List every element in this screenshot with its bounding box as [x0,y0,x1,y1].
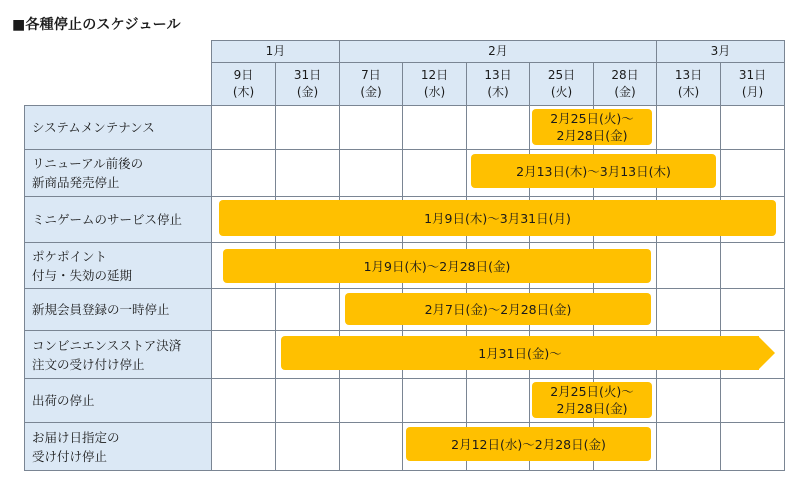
schedule-bar-text: 2月28日(金) [556,128,628,143]
grid-cell [466,105,530,150]
date-weekday: (木) [677,85,700,99]
grid-cell [720,242,785,289]
schedule-bar [281,336,759,370]
page-title: ■各種停止のスケジュール [12,17,181,33]
grid-cell [656,422,721,471]
grid-cell [339,105,403,150]
grid-cell [211,378,276,423]
grid-cell [339,149,403,197]
date-header [720,62,785,106]
grid-cell [656,242,721,289]
grid-cell [339,378,403,423]
row-label-line: 出荷の停止 [32,393,95,408]
grid-cell [275,105,340,150]
grid-cell [720,149,785,197]
arrow-right-icon [759,337,775,369]
date-header [211,62,276,106]
grid-cell [211,288,276,331]
row-label-line: コンビニエンスストア決済 [32,337,182,353]
date-day: 13日 [484,68,512,82]
date-weekday: (金) [296,85,319,99]
row-label-line: 新規会員登録の一時停止 [32,302,170,317]
grid-cell [211,330,276,379]
row-label-line: 受け付け停止 [32,448,108,464]
month-header: 1月 [211,40,340,63]
schedule-bar-text: 2月28日(金) [556,401,628,416]
row-label [24,149,212,197]
row-label [24,242,212,289]
grid-cell [275,149,340,197]
date-day: 7日 [361,68,381,82]
grid-cell [275,288,340,331]
month-header: 3月 [656,40,785,63]
row-label [24,330,212,379]
month-header: 2月 [339,40,657,63]
date-header [529,62,594,106]
row-label-line: リニューアル前後の [32,156,144,171]
schedule-bar-text: 2月25日(火)～ [550,111,634,126]
date-weekday: (月) [741,85,764,99]
grid-cell [402,149,467,197]
date-header [402,62,467,106]
schedule-bar-text: 2月25日(火)～ [550,384,634,399]
schedule-bar [532,109,652,145]
grid-cell [211,149,276,197]
date-day: 31日 [293,68,322,82]
date-header [656,62,721,106]
schedule-bar-text: 2月12日(水)～2月28日(金) [451,436,606,452]
row-label-line: システムメンテナンス [32,120,155,135]
date-day: 13日 [674,68,703,82]
grid-cell [720,422,785,471]
date-day: 12日 [420,68,449,82]
schedule-bar-text: 2月13日(木)～3月13日(木) [516,163,671,179]
date-weekday: (金) [360,85,382,99]
row-label-line: 注文の受け付け停止 [32,356,145,372]
date-header [275,62,340,106]
schedule-bar [219,200,776,236]
schedule-bar [406,427,651,461]
row-label [24,196,212,243]
grid-cell [656,378,721,423]
date-weekday: (木) [232,85,255,99]
schedule-bar-text: 1月31日(金)～ [478,345,562,361]
grid-cell [466,378,530,423]
schedule-bar [532,382,652,418]
date-day: 9日 [233,68,254,82]
date-day: 31日 [738,68,767,82]
schedule-bar [223,249,651,283]
row-label-line: 付与・失効の延期 [32,267,133,283]
row-label [24,422,212,471]
schedule-bar [471,154,716,188]
schedule-bar-text: 2月7日(金)～2月28日(金) [424,301,572,317]
grid-cell [339,422,403,471]
grid-cell [720,378,785,423]
date-header [466,62,530,106]
row-label-line: ポケポイント [32,248,108,264]
row-label-line: お届け日指定の [32,429,120,445]
row-label [24,288,212,331]
grid-cell [211,105,276,150]
date-weekday: (水) [423,85,446,99]
date-header [593,62,657,106]
grid-cell [656,105,721,150]
grid-cell [656,288,721,331]
row-label [24,105,212,150]
date-weekday: (木) [487,85,509,99]
row-label-line: ミニゲームのサービス停止 [32,212,183,227]
date-header [339,62,403,106]
grid-cell [275,422,340,471]
grid-cell [720,288,785,331]
date-weekday: (火) [550,85,573,99]
date-day: 25日 [547,68,576,82]
row-label-line: 新商品発売停止 [32,175,120,190]
date-weekday: (金) [614,85,636,99]
schedule-bar-text: 1月9日(木)～3月31日(月) [424,210,571,226]
grid-cell [720,105,785,150]
schedule-bar [345,293,651,325]
row-label [24,378,212,423]
grid-cell [402,105,467,150]
grid-cell [275,378,340,423]
schedule-bar-text: 1月9日(木)～2月28日(金) [363,258,511,274]
date-day: 28日 [611,68,639,82]
grid-cell [402,378,467,423]
grid-cell [211,422,276,471]
